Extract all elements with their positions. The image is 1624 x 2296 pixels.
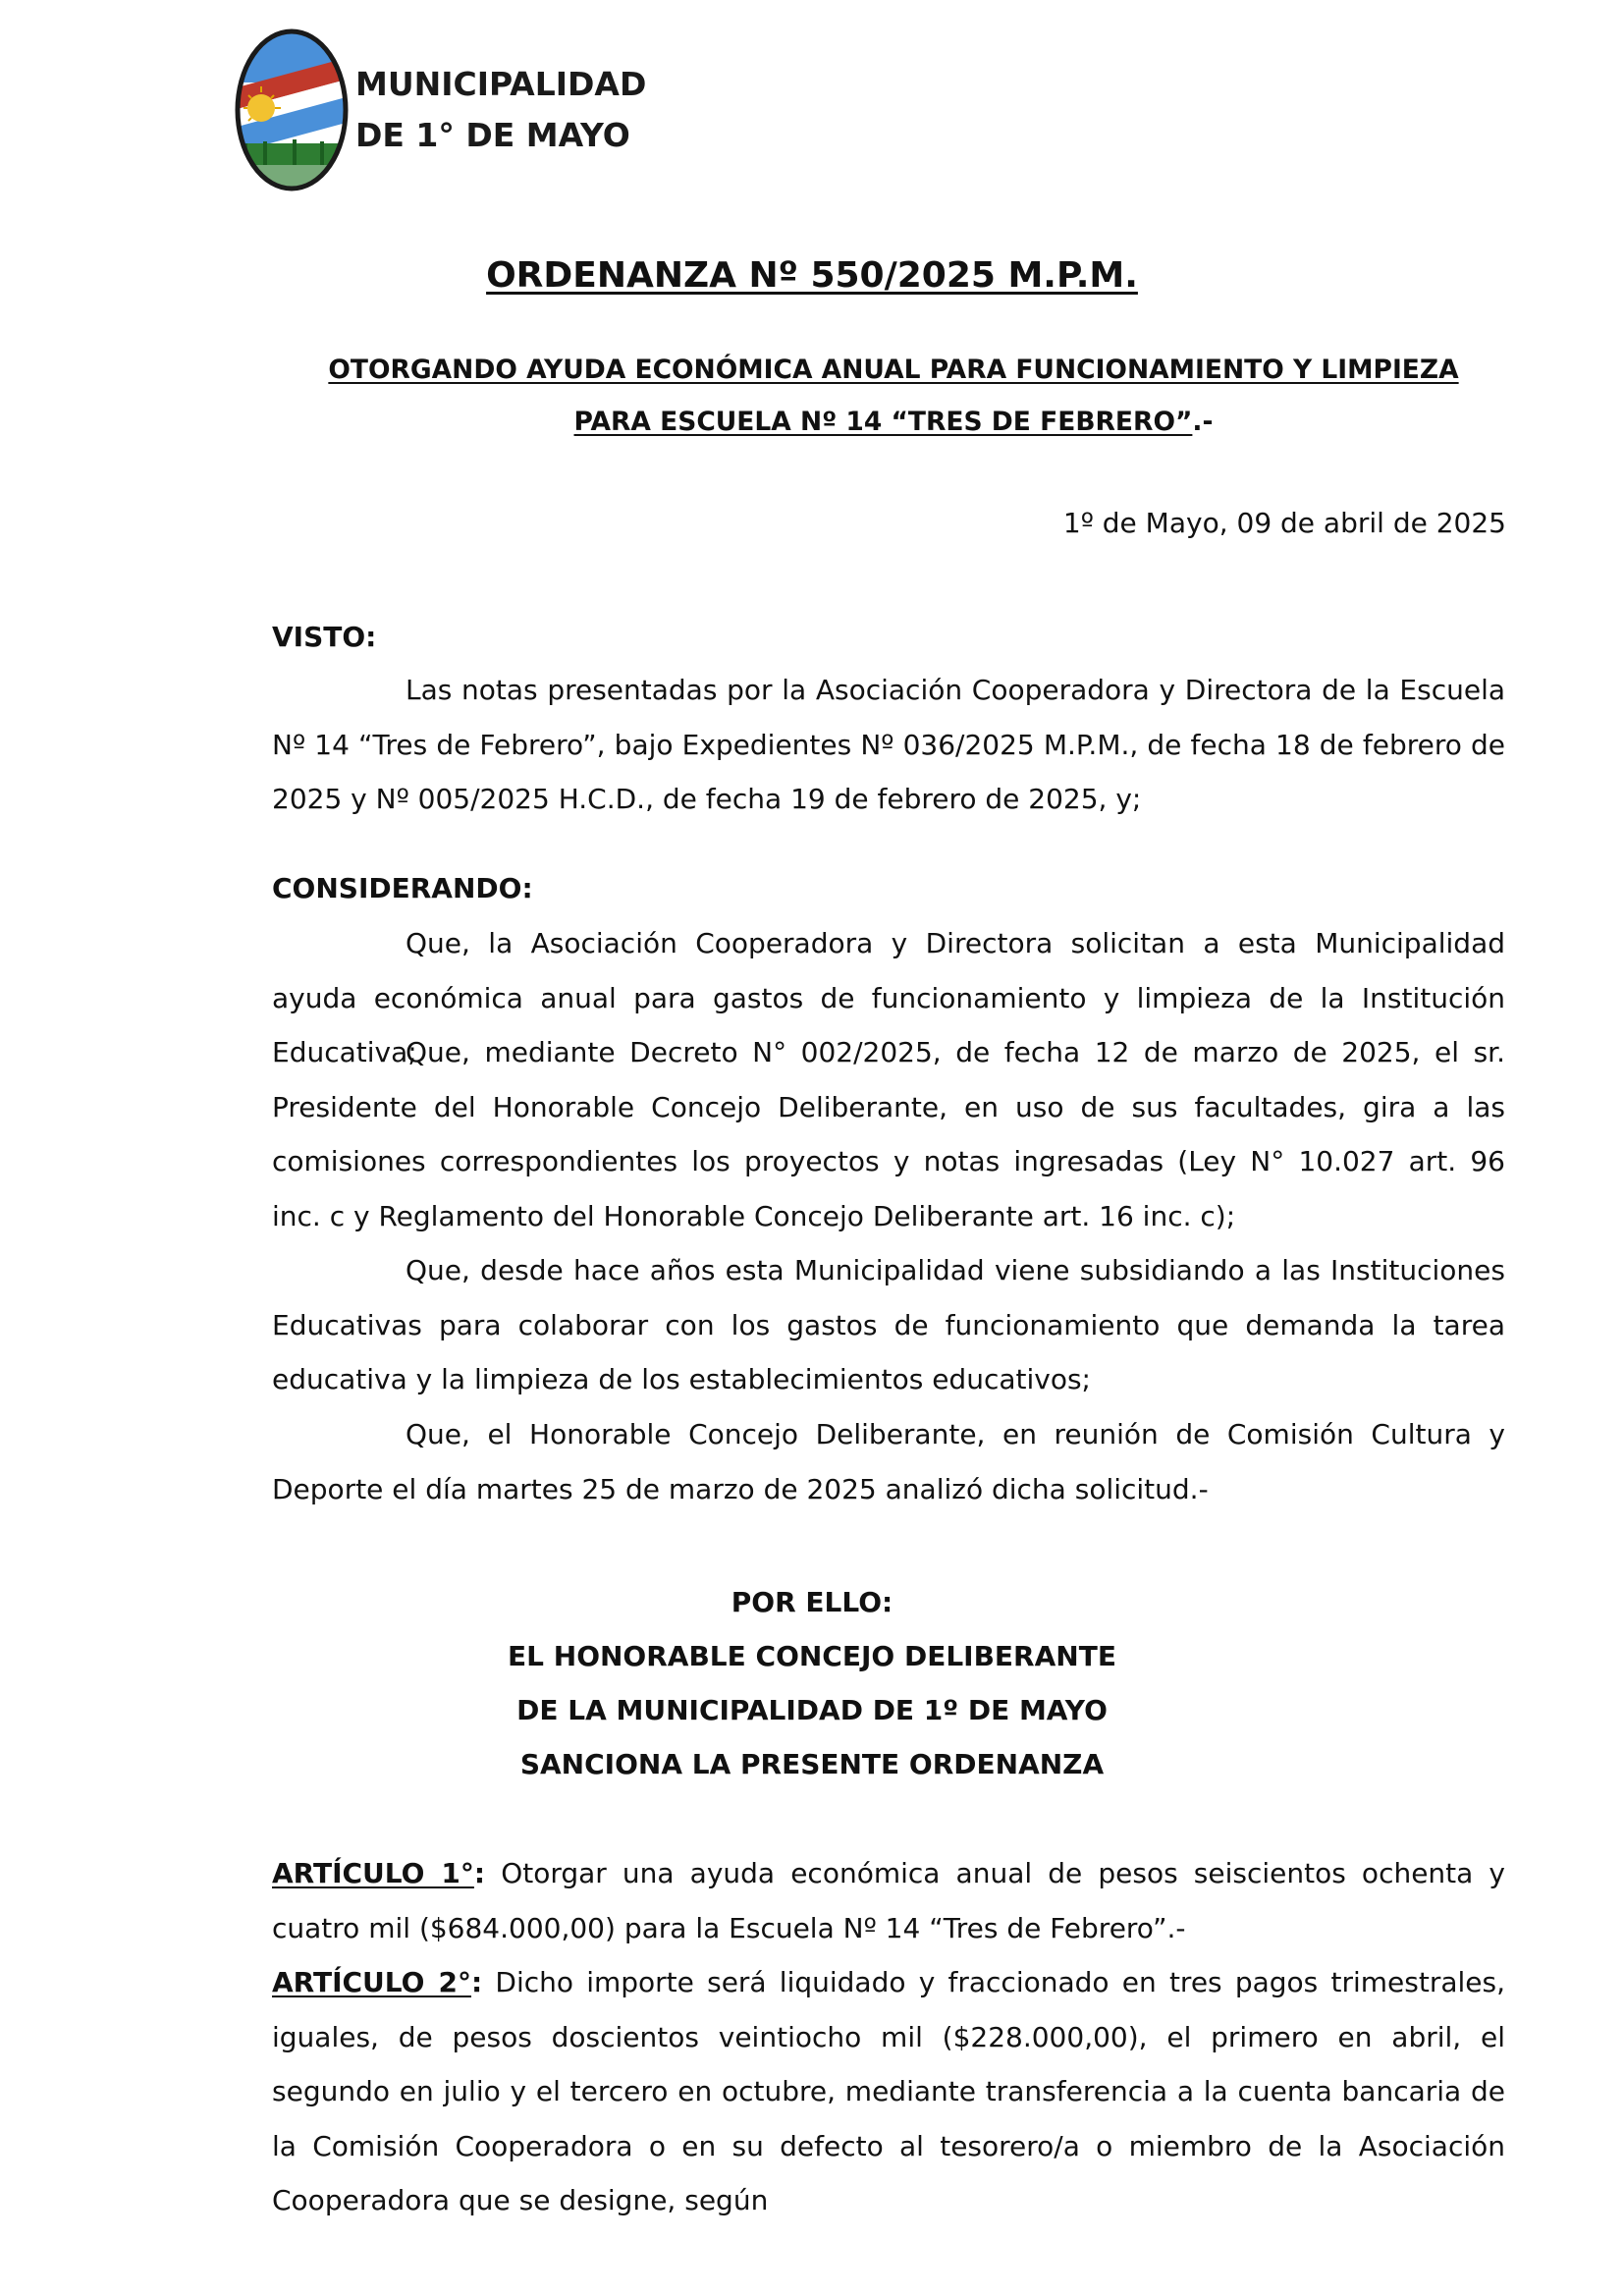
por-ello-line2: EL HONORABLE CONCEJO DELIBERANTE (508, 1640, 1116, 1672)
municipality-name (355, 59, 646, 161)
municipality-name-line1: MUNICIPALIDAD (355, 65, 647, 103)
dateline: 1º de Mayo, 09 de abril de 2025 (1062, 507, 1506, 539)
subtitle-line1: OTORGANDO AYUDA ECONÓMICA ANUAL PARA FUNCIONAMIENTO Y LIMPIEZA (328, 355, 1459, 385)
ordinance-title: ORDENANZA Nº 550/2025 M.P.M. (486, 255, 1138, 296)
visto-heading: VISTO: (272, 621, 377, 653)
letterhead (234, 27, 646, 192)
article-1-text: Otorgar una ayuda económica anual de pesos seiscientos ochenta y cuatro mil ($684.000,00) para la Escuela Nº 14 “Tres de Febrero”.- (272, 1857, 1506, 1944)
municipal-seal-logo (234, 27, 350, 192)
article-2-text: Dicho importe será liquidado y fraccionado en tres pagos trimestrales, iguales, de pesos doscientos veintiocho mil ($228.000,00), el primero en abril, el segundo en julio y el tercero en octubre, mediante transferencia a la cuenta bancaria de la Comisión Cooperadora o en su defecto al tesorero/a o miembro de la Asociación Cooperadora que se designe, según (272, 1966, 1505, 2216)
considerando-paragraph-3: Que, desde hace años esta Municipalidad viene subsidiando a las Instituciones Educativas para colaborar con los gastos de funcionamiento que demanda la tarea educativa y la limpieza de los establecimientos educativos; (272, 1254, 1505, 1395)
por-ello-line1: POR ELLO: (731, 1586, 893, 1618)
considerando-paragraph-4: Que, el Honorable Concejo Deliberante, en reunión de Comisión Cultura y Deporte el día martes 25 de marzo de 2025 analizó dicha solicitud.- (272, 1418, 1505, 1505)
article-2-colon: : (470, 1966, 483, 1998)
por-ello-block (0, 1575, 1624, 1791)
por-ello-line3: DE LA MUNICIPALIDAD DE 1º DE MAYO (516, 1694, 1108, 1726)
ordinance-subtitle (275, 344, 1512, 448)
article-2 (272, 1955, 1505, 2228)
subtitle-line2-text: PARA ESCUELA Nº 14 “TRES DE FEBRERO” (573, 407, 1193, 437)
article-1-colon: : (473, 1857, 486, 1889)
por-ello-line4: SANCIONA LA PRESENTE ORDENANZA (519, 1748, 1105, 1780)
subtitle-line2 (275, 396, 1512, 448)
considerando-heading: CONSIDERANDO: (272, 872, 533, 904)
article-1 (272, 1846, 1505, 1955)
article-2-label: ARTÍCULO 2° (272, 1966, 471, 1998)
considerando-paragraph-1: Que, la Asociación Cooperadora y Directora solicitan a esta Municipalidad ayuda económica anual para gastos de funcionamiento y limpieza de la Institución Educativa; (272, 927, 1505, 1068)
subtitle-suffix: .- (1192, 407, 1214, 437)
article-1-label: ARTÍCULO 1° (272, 1857, 474, 1889)
visto-paragraph: Las notas presentadas por la Asociación Cooperadora y Directora de la Escuela Nº 14 “Tres de Febrero”, bajo Expedientes Nº 036/2025 M.P.M., de fecha 18 de febrero de 2025 y Nº 005/2025 H.C.D., de fecha 19 de febrero de 2025, y; (272, 674, 1505, 815)
municipality-name-line2: DE 1° DE MAYO (355, 116, 630, 154)
considerando-paragraph-2: Que, mediante Decreto N° 002/2025, de fecha 12 de marzo de 2025, el sr. Presidente del Honorable Concejo Deliberante, en uso de sus facultades, gira a las comisiones correspondientes los proyectos y notas ingresadas (Ley N° 10.027 art. 96 inc. c y Reglamento del Honorable Concejo Deliberante art. 16 inc. c); (272, 1036, 1505, 1232)
